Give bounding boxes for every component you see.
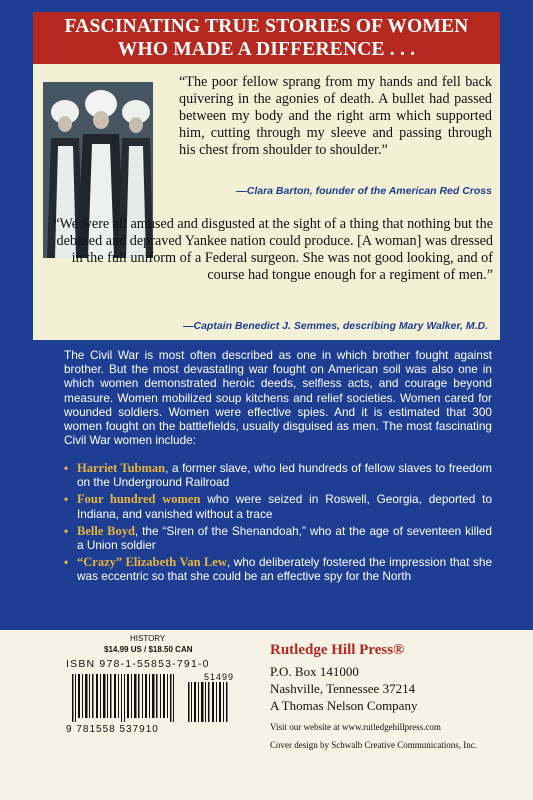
publisher-company: A Thomas Nelson Company [270, 698, 418, 713]
quote-panel [33, 64, 500, 340]
semmes-quote: “We were all amused and disgusted at the sight of a thing that nothing but the debased and depraved Yankee nation could produce. [A woman] was dressed in the full uniform of a Federal surgeon. She was not good looking, and of course had tongue enough for a regiment of men.” [53, 216, 493, 283]
list-item [64, 461, 492, 489]
publisher-name: Rutledge Hill Press® [270, 642, 405, 658]
publisher-box: P.O. Box 141000 [270, 664, 359, 679]
list-item-text: , who deliberately fostered the impression that she was eccentric so that she could be an effective spy for the North [77, 555, 492, 584]
clara-barton-attribution: —Clara Barton, founder of the American Red Cross [236, 185, 492, 197]
publisher-city: Nashville, Tennessee 37214 [270, 681, 416, 696]
price-label: $14.99 US / $18.50 CAN [104, 645, 193, 654]
barcode-block [66, 634, 244, 738]
banner-line-1: FASCINATING TRUE STORIES OF WOMEN [64, 16, 469, 37]
cover-design-credit: Cover design by Schwalb Creative Communications, Inc. [270, 740, 477, 750]
list-item-name: Harriet Tubman [77, 461, 166, 475]
list-item [64, 492, 492, 520]
list-item-text: , a former slave, who led hundreds of fellow slaves to freedom on the Underground Railroad [77, 461, 492, 490]
list-item-name: Belle Boyd [77, 523, 135, 538]
banner-line-2: WHO MADE A DIFFERENCE . . . [117, 39, 416, 60]
list-item-text: who were seized in Roswell, Georgia, deported to Indiana, and vanished without a trace [77, 492, 493, 521]
semmes-attribution: —Captain Benedict J. Semmes, describing Mary Walker, M.D. [183, 320, 488, 332]
publisher-website: Visit our website at www.rutledgehillpress.com [270, 722, 441, 732]
isbn-label: ISBN 978-1-55853-791-0 [66, 658, 210, 670]
title-banner [33, 12, 500, 64]
women-list [64, 461, 492, 587]
list-item [64, 524, 492, 552]
list-item [64, 555, 492, 583]
addon-number: 51499 [204, 672, 235, 682]
list-item-name: “Crazy” Elizabeth Van Lew [77, 555, 227, 570]
category-label: HISTORY [130, 634, 166, 643]
publisher-block [270, 642, 530, 751]
list-item-text: , the “Siren of the Shenandoah,” who at the age of seventeen killed a Union soldier [77, 523, 492, 553]
intro-paragraph: The Civil War is most often described as one in which brother fought against brother. But the most devastating war fought on American soil was also one in which women demonstrated heroic deeds, selfless acts, and courage beyond measure. Women mobilized soup kitchens and relief societies. Women cared for wounded soldiers. Women were effective spies. And it is estimated that 300 women fought on the battlefields, usually disguised as men. The most fascinating Civil War women include: [64, 348, 492, 448]
list-item-name: Four hundred women [77, 492, 201, 507]
ean-number: 9 781558 537910 [66, 724, 159, 735]
clara-barton-quote: “The poor fellow sprang from my hands and fell back quivering in the agonies of death. A bullet had passed between my body and the right arm which supported him, cutting through my sleeve and passing through his chest from shoulder to shoulder.” [179, 74, 492, 158]
